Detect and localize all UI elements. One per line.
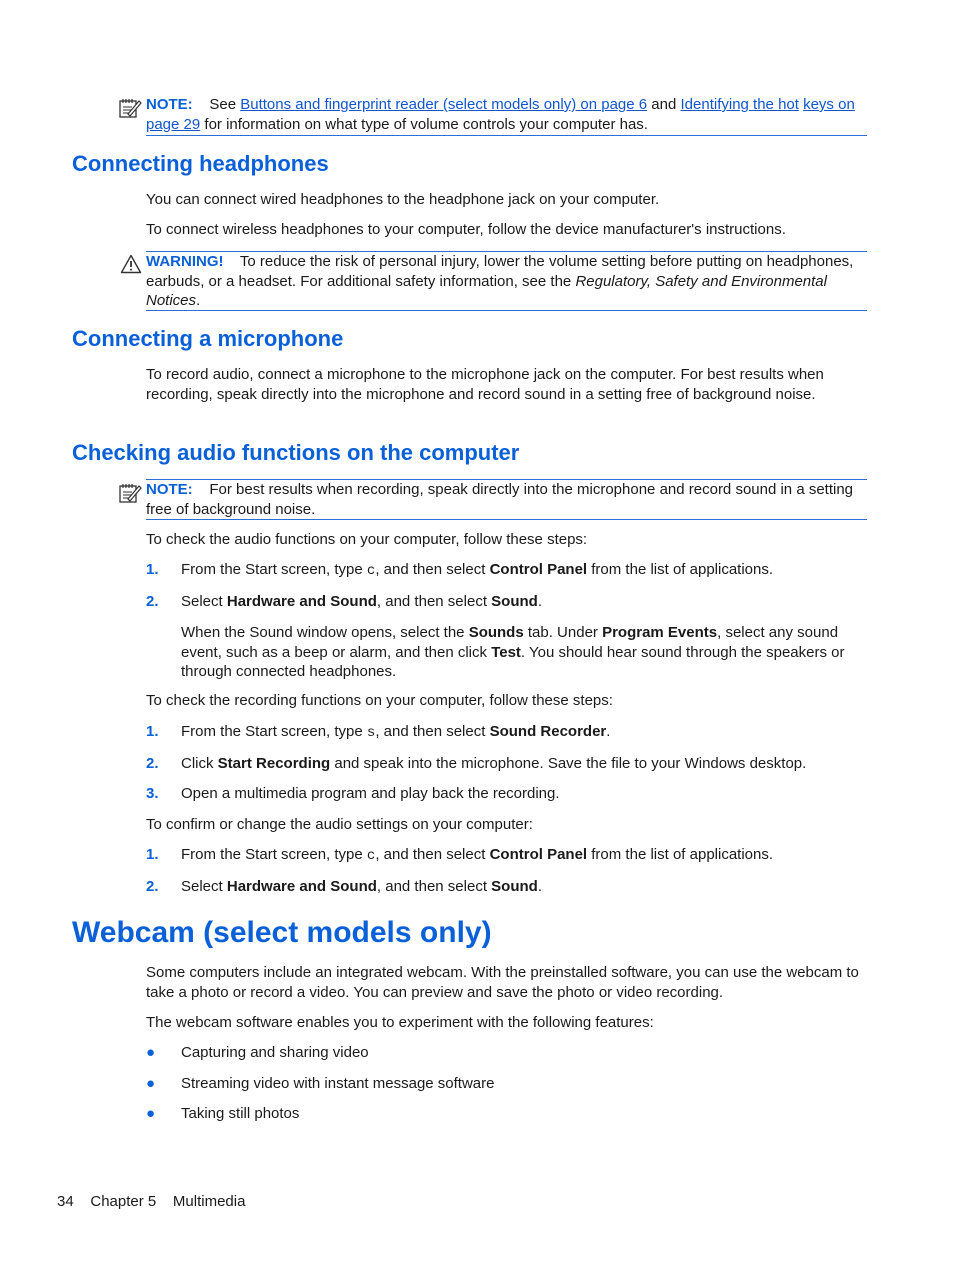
code-text: c: [366, 848, 376, 864]
bullet-icon: ●: [146, 1075, 156, 1092]
note-text: for information on what type of volume controls your computer has.: [204, 115, 648, 133]
step-text: , and then select: [375, 846, 486, 863]
note-pad-icon: [118, 482, 142, 504]
paragraph: To check the recording functions on your computer, follow these steps:: [146, 692, 613, 709]
warning-end: .: [196, 292, 201, 309]
sub-text: tab. Under: [527, 624, 598, 641]
step-text: Click: [181, 755, 214, 772]
section-title-headphones: Connecting headphones: [72, 151, 329, 176]
bullet-icon: ●: [146, 1105, 156, 1122]
paragraph: To connect wireless headphones to your computer, follow the device manufacturer's instructions.: [146, 221, 786, 238]
bullet-text: Streaming video with instant message software: [181, 1075, 495, 1092]
step-text: , and then select: [375, 723, 486, 740]
paragraph: You can connect wired headphones to the headphone jack on your computer.: [146, 191, 660, 208]
step-number: 1.: [146, 846, 159, 863]
step-text: .: [537, 593, 542, 610]
warning-label: WARNING!: [146, 253, 224, 270]
warning-box: [146, 251, 867, 311]
paragraph: To check the audio functions on your computer, follow these steps:: [146, 531, 588, 548]
step-bold: Sound Recorder: [489, 723, 607, 740]
note-pad-icon: [118, 97, 142, 119]
step-text: from the list of applications.: [591, 846, 774, 863]
step-bold: Sound: [491, 593, 538, 610]
note-text: and: [651, 96, 677, 113]
section-title-checking-audio: Checking audio functions on the computer: [72, 440, 520, 465]
note-text: See: [209, 96, 237, 113]
step-text: Select: [181, 593, 223, 610]
step-bold: Sound: [491, 878, 538, 895]
code-text: s: [366, 725, 376, 741]
footer-chapter: Chapter 5: [90, 1193, 157, 1210]
bullet-text: Taking still photos: [181, 1105, 300, 1122]
step-text: Select: [181, 878, 223, 895]
sub-bold: Sounds: [468, 624, 524, 641]
step-number: 1.: [146, 561, 159, 578]
section-title-microphone: Connecting a microphone: [72, 326, 344, 351]
bullet-icon: ●: [146, 1044, 156, 1061]
warning-triangle-icon: [120, 254, 142, 274]
chapter-section-title-webcam: Webcam (select models only): [72, 916, 492, 949]
step-text: , and then select: [375, 561, 486, 578]
page-footer: [57, 1192, 245, 1212]
step-subparagraph: [181, 623, 871, 682]
step-text: From the Start screen, type: [181, 846, 363, 863]
page-number: 34: [57, 1193, 74, 1210]
step-bold: Hardware and Sound: [226, 878, 377, 895]
step-text: , and then select: [376, 878, 487, 895]
step-text: , and then select: [376, 593, 487, 610]
footer-title: Multimedia: [172, 1193, 246, 1210]
sub-text: When the Sound window opens, select the: [181, 624, 465, 641]
link-buttons-fingerprint[interactable]: Buttons and fingerprint reader (select models only) on page 6: [240, 96, 648, 113]
step-text: .: [537, 878, 542, 895]
step-bold: Control Panel: [489, 846, 588, 863]
note-label: NOTE:: [146, 96, 193, 113]
step-bold: Control Panel: [489, 561, 588, 578]
step-text: and speak into the microphone. Save the file to your Windows desktop.: [334, 755, 807, 772]
sub-text: , select any sound event, such as a beep or alarm, and then click: [181, 624, 839, 661]
step-bold: Start Recording: [217, 755, 331, 772]
link-hot-keys[interactable]: Identifying the hot: [680, 96, 799, 113]
step-text: from the list of applications.: [591, 561, 774, 578]
step-text: .: [606, 723, 611, 740]
step-text: Open a multimedia program and play back the recording.: [181, 785, 560, 802]
paragraph: The webcam software enables you to experiment with the following features:: [146, 1014, 654, 1031]
step-number: 2.: [146, 878, 159, 895]
note-text: For best results when recording, speak directly into the microphone and record sound in a setting free of background noise.: [146, 481, 854, 518]
paragraph: To record audio, connect a microphone to the microphone jack on the computer. For best results when recording, speak directly into the microphone and record sound in a setting free of background noise.: [146, 366, 824, 403]
paragraph: Some computers include an integrated webcam. With the preinstalled software, you can use the webcam to take a photo or record a video. You can preview and save the photo or video recording.: [146, 964, 859, 1001]
note-label: NOTE:: [146, 481, 193, 498]
warning-italic-ref: Regulatory, Safety and Environmental Notices: [146, 272, 827, 309]
step-number: 1.: [146, 723, 159, 740]
paragraph: To confirm or change the audio settings on your computer:: [146, 816, 533, 833]
note-box: [146, 479, 867, 520]
step-number: 2.: [146, 755, 159, 772]
sub-bold: Test: [491, 643, 521, 661]
code-text: c: [366, 563, 376, 579]
step-text: From the Start screen, type: [181, 561, 363, 578]
warning-text: To reduce the risk of personal injury, lower the volume setting before putting on headphones, earbuds, or a headset. For additional safety information, see the: [146, 253, 854, 290]
step-number: 2.: [146, 593, 159, 610]
sub-bold: Program Events: [602, 624, 718, 641]
note-box: [146, 95, 867, 136]
sub-text: . You should hear sound through the speakers or through connected headphones.: [181, 643, 845, 680]
step-bold: Hardware and Sound: [226, 593, 377, 610]
step-text: From the Start screen, type: [181, 723, 363, 740]
bullet-text: Capturing and sharing video: [181, 1044, 369, 1061]
step-number: 3.: [146, 785, 159, 802]
link-hot-keys[interactable]: keys on page 29: [146, 96, 855, 133]
